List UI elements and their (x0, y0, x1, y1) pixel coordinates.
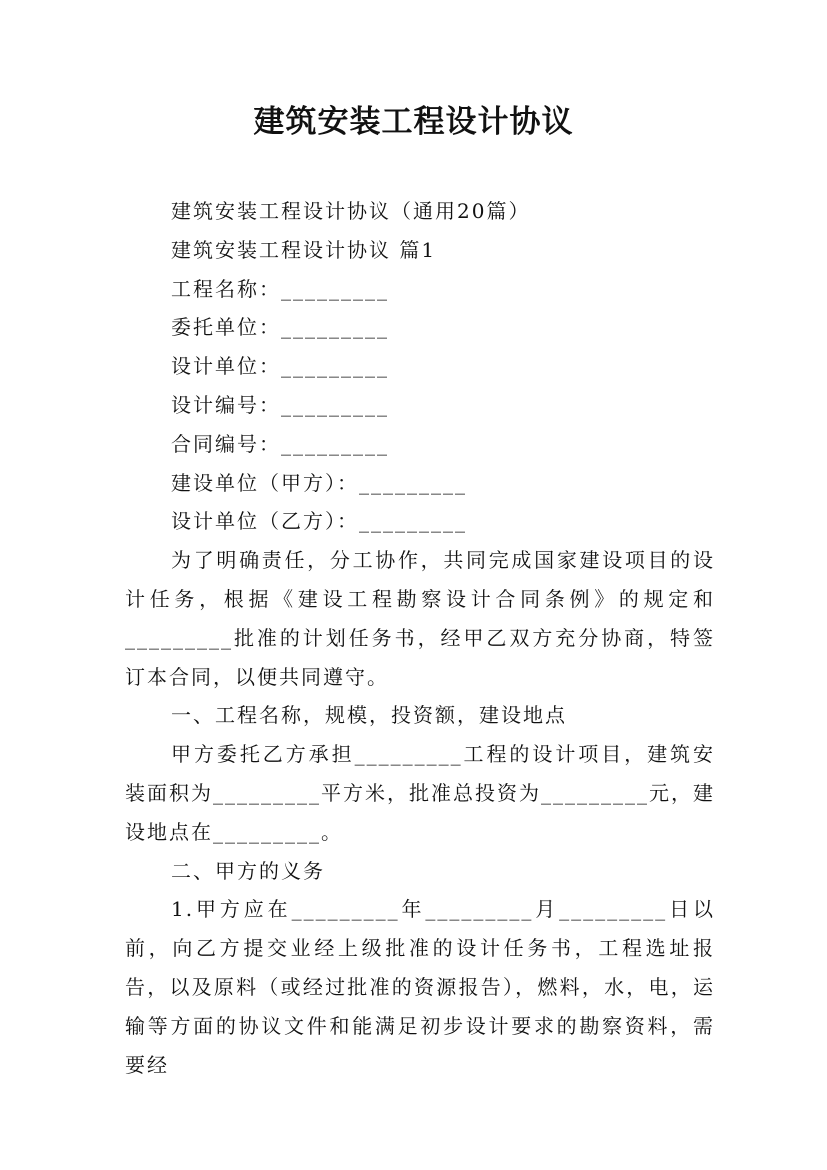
document-body (125, 192, 715, 1084)
field-contract-number: 合同编号：_________ (171, 431, 389, 456)
field-design-unit: 设计单位：_________ (171, 354, 389, 379)
field-client-unit: 委托单位：_________ (171, 315, 389, 340)
field-design-number: 设计编号：_________ (171, 392, 389, 417)
document-subtitle: 建筑安装工程设计协议（通用20篇） (171, 199, 531, 223)
field-party-b: 设计单位（乙方）：_________ (171, 509, 467, 534)
document-title: 建筑安装工程设计协议 (253, 104, 574, 140)
section-heading: 建筑安装工程设计协议 篇1 (171, 237, 437, 262)
field-project-name: 工程名称：_________ (171, 276, 389, 301)
paragraph-preamble: 为了明确责任，分工协作，共同完成国家建设项目的设计任务，根据《建设工程勘察设计合同条例》的规定和_________批准的计划任务书，经甲乙双方充分协商，特签订本合同，以便共同遵守。 (125, 548, 715, 689)
section-heading-2: 二、甲方的义务 (171, 858, 325, 883)
paragraph-project-scope: 甲方委托乙方承担_________工程的设计项目，建筑安装面积为_________平方米，批准总投资为_________元，建设地点在_________。 (125, 742, 715, 844)
section-heading-1: 一、工程名称，规模，投资额，建设地点 (171, 703, 567, 728)
paragraph-obligation-1: 1.甲方应在_________年_________月_________日以前，向乙方提交业经上级批准的设计任务书，工程选址报告，以及原料（或经过批准的资源报告），燃料，水，电，运输等方面的协议文件和能满足初步设计要求的勘察资料，需要经 (125, 897, 715, 1077)
field-party-a: 建设单位（甲方）：_________ (171, 470, 467, 495)
